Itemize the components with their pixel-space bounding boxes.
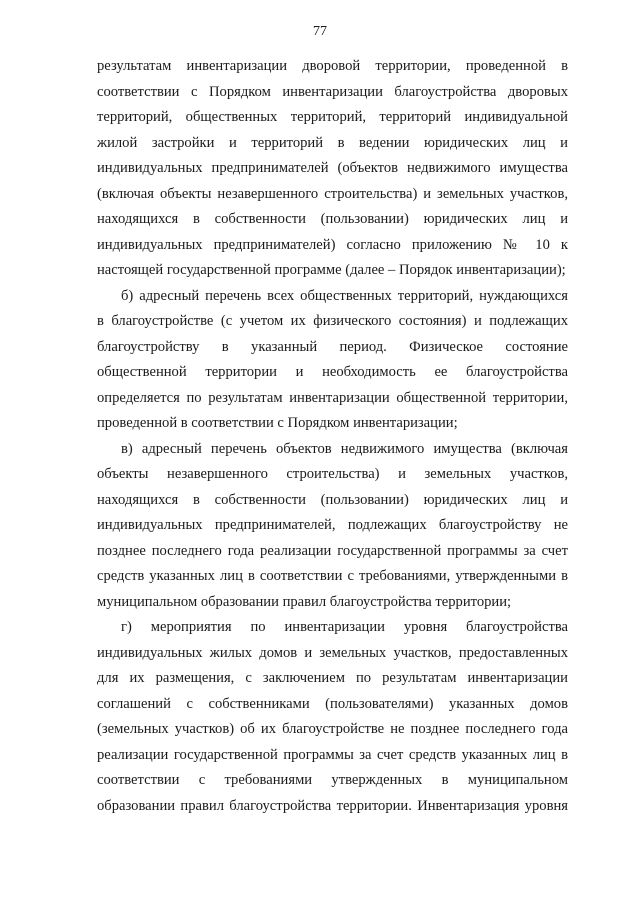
text-line: индивидуальных жилых домов и земельных участков, предоставленных xyxy=(97,644,568,661)
text-line: (включая объекты незавершенного строительства) и земельных участков, xyxy=(97,185,568,202)
text-line: индивидуальных предпринимателей, подлежащих благоустройству не xyxy=(97,517,568,533)
text-line: общественной территории и необходимость ее благоустройства xyxy=(97,364,568,380)
text-line: соответствии с Порядком инвентаризации благоустройства дворовых xyxy=(97,83,568,100)
text-line: образовании правил благоустройства территории. Инвентаризация уровня xyxy=(97,797,568,814)
text-line: реализации государственной программы за счет средств указанных лиц в xyxy=(97,746,568,763)
text-line: б) адресный перечень всех общественных территорий, нуждающихся xyxy=(121,287,568,304)
page-number: 77 xyxy=(313,24,327,39)
text-line: жилой застройки и территорий в ведении юридических лиц и xyxy=(97,134,568,151)
text-line: в) адресный перечень объектов недвижимого имущества (включая xyxy=(121,440,568,457)
text-line: соответствии с требованиями утвержденных в муниципальном xyxy=(97,772,568,788)
text-line: благоустройству в указанный период. Физическое состояние xyxy=(97,338,568,355)
text-line: для их размещения, с заключением по результатам инвентаризации xyxy=(97,670,568,686)
text-line: позднее последнего года реализации государственной программы за счет xyxy=(97,542,568,559)
text-line: настоящей государственной программе (далее – Порядок инвентаризации); xyxy=(97,262,566,278)
text-line: объекты незавершенного строительства) и земельных участков, xyxy=(97,466,568,482)
paragraph-continuation xyxy=(97,54,568,284)
text-line: индивидуальных предпринимателей (объектов недвижимого имущества xyxy=(97,160,568,176)
text-line: (земельных участков) об их благоустройстве не позднее последнего года xyxy=(97,721,568,737)
paragraph-item-g xyxy=(97,615,568,819)
text-line: соглашений с собственниками (пользователями) указанных домов xyxy=(97,695,568,712)
text-line: результатам инвентаризации дворовой территории, проведенной в xyxy=(97,58,568,74)
text-line: территорий, общественных территорий, территорий индивидуальной xyxy=(97,109,568,125)
text-line: г) мероприятия по инвентаризации уровня благоустройства xyxy=(121,619,568,635)
text-line: определяется по результатам инвентаризации общественной территории, xyxy=(97,389,568,406)
text-line: находящихся в собственности (пользовании) юридических лиц и xyxy=(97,491,568,508)
text-line: проведенной в соответствии с Порядком инвентаризации; xyxy=(97,415,458,431)
document-body xyxy=(97,54,568,819)
text-line: средств указанных лиц в соответствии с требованиями, утвержденными в xyxy=(97,568,568,584)
text-line: в благоустройстве (с учетом их физического состояния) и подлежащих xyxy=(97,313,568,329)
paragraph-item-v xyxy=(97,437,568,616)
text-line: муниципальном образовании правил благоустройства территории; xyxy=(97,593,512,610)
text-line: находящихся в собственности (пользовании) юридических лиц и xyxy=(97,211,568,227)
text-line: индивидуальных предпринимателей) согласно приложению № 10 к xyxy=(97,236,568,253)
paragraph-item-b xyxy=(97,284,568,437)
